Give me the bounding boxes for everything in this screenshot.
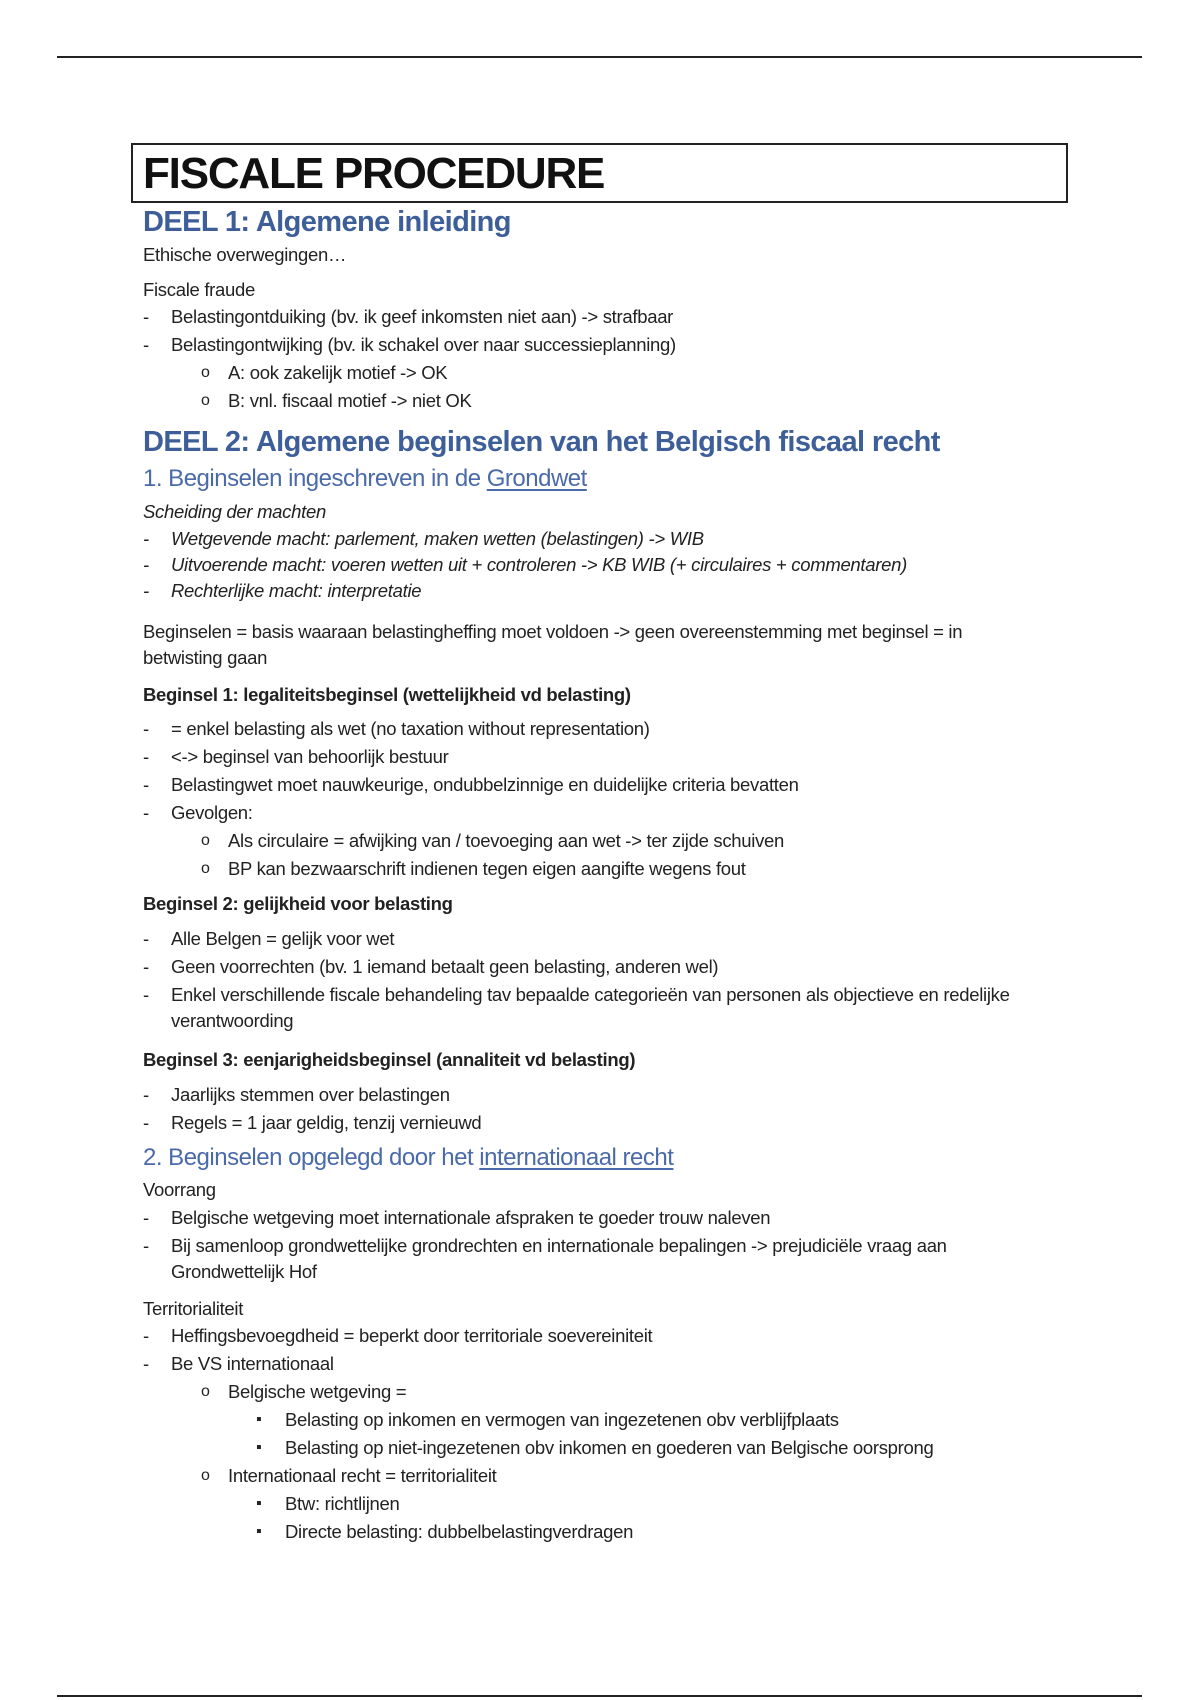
- ethische-text: Ethische overwegingen…: [143, 244, 347, 265]
- sub-list-item: o Als circulaire = afwijking van / toevoeging aan wet -> ter zijde schuiven: [143, 828, 1078, 854]
- sub-list-item: o Belgische wetgeving =: [143, 1379, 1078, 1405]
- list-item: - Belastingontwijking (bv. ik schakel over naar successieplanning): [143, 332, 1078, 358]
- list-item: - Gevolgen:: [143, 800, 1078, 826]
- section1-heading-prefix: 1. Beginselen ingeschreven in de: [143, 465, 487, 492]
- sub-sub-list-item: ▪ Btw: richtlijnen: [143, 1491, 1078, 1517]
- list-item: - <-> beginsel van behoorlijk bestuur: [143, 744, 1078, 770]
- list-item-line: Grondwettelijk Hof: [171, 1261, 317, 1282]
- list-item: - Belastingontduiking (bv. ik geef inkomsten niet aan) -> strafbaar: [143, 304, 1078, 330]
- beginselen-line: betwisting gaan: [143, 647, 268, 668]
- list-item: - Geen voorrechten (bv. 1 iemand betaalt geen belasting, anderen wel): [143, 954, 1078, 980]
- list-item-line: verantwoording: [171, 1010, 294, 1031]
- bottom-rule: [57, 1695, 1142, 1697]
- fraude-label: Fiscale fraude: [143, 279, 255, 300]
- list-item: - Be VS internationaal: [143, 1351, 1078, 1377]
- sub-list-item: o A: ook zakelijk motief -> OK: [143, 360, 1078, 386]
- sub-list-item: o Internationaal recht = territorialiteit: [143, 1463, 1078, 1489]
- section1-heading: [143, 464, 1078, 494]
- section2-heading-prefix: 2. Beginselen opgelegd door het: [143, 1144, 480, 1171]
- deel1-heading-text: DEEL 1: Algemene inleiding: [143, 206, 511, 238]
- sub-sub-list-item: ▪ Belasting op niet-ingezetenen obv inkomen en goederen van Belgische oorsprong: [143, 1435, 1078, 1461]
- list-item-line: - Enkel verschillende fiscale behandeling tav bepaalde categorieën van personen als objectieve en redelijke: [171, 984, 1010, 1005]
- voorrang-label: Voorrang: [143, 1179, 216, 1200]
- top-rule: [57, 56, 1142, 58]
- beginselen-line: Beginselen = basis waaraan belastingheffing moet voldoen -> geen overeenstemming met beginsel = in: [143, 621, 963, 642]
- list-item: - Alle Belgen = gelijk voor wet: [143, 926, 1078, 952]
- list-item: [143, 1233, 1078, 1285]
- deel2-heading: DEEL 2: Algemene beginselen van het Belgisch fiscaal recht: [143, 426, 940, 458]
- sub-list-item: o BP kan bezwaarschrift indienen tegen eigen aangifte wegens fout: [143, 856, 1078, 882]
- list-item: - Belgische wetgeving moet internationale afspraken te goeder trouw naleven: [143, 1205, 1078, 1231]
- list-item-line: - Bij samenloop grondwettelijke grondrechten en internationale bepalingen -> prejudiciële vraag aan: [171, 1235, 947, 1256]
- list-item: - Wetgevende macht: parlement, maken wetten (belastingen) -> WIB: [143, 526, 1078, 552]
- sub-sub-list-item: ▪ Belasting op inkomen en vermogen van ingezetenen obv verblijfplaats: [143, 1407, 1078, 1433]
- list-item: - Belastingwet moet nauwkeurige, ondubbelzinnige en duidelijke criteria bevatten: [143, 772, 1078, 798]
- beginsel3-title: Beginsel 3: eenjarigheidsbeginsel (annaliteit vd belasting): [143, 1049, 636, 1070]
- list-item: - = enkel belasting als wet (no taxation without representation): [143, 716, 1078, 742]
- list-item: - Jaarlijks stemmen over belastingen: [143, 1082, 1078, 1108]
- list-item: - Heffingsbevoegdheid = beperkt door territoriale soevereiniteit: [143, 1323, 1078, 1349]
- list-item: - Rechterlijke macht: interpretatie: [143, 578, 1078, 604]
- sub-sub-list-item: ▪ Directe belasting: dubbelbelastingverdragen: [143, 1519, 1078, 1545]
- grondwet-link[interactable]: Grondwet: [486, 465, 587, 492]
- beginsel1-title: Beginsel 1: legaliteitsbeginsel (wettelijkheid vd belasting): [143, 684, 631, 705]
- list-item: - Regels = 1 jaar geldig, tenzij vernieuwd: [143, 1110, 1078, 1136]
- internationaal-recht-link[interactable]: internationaal recht: [479, 1144, 674, 1171]
- territorialiteit-label: Territorialiteit: [143, 1298, 244, 1319]
- list-item: [143, 982, 1078, 1034]
- document-title: FISCALE PROCEDURE: [143, 149, 605, 198]
- scheiding-label: Scheiding der machten: [143, 501, 326, 522]
- beginsel2-title: Beginsel 2: gelijkheid voor belasting: [143, 893, 453, 914]
- sub-list-item: o B: vnl. fiscaal motief -> niet OK: [143, 388, 1078, 414]
- list-item: - Uitvoerende macht: voeren wetten uit + controleren -> KB WIB (+ circulaires + commentaren): [143, 552, 1078, 578]
- beginselen-paragraph: [143, 619, 1078, 671]
- section2-heading: [143, 1143, 1078, 1173]
